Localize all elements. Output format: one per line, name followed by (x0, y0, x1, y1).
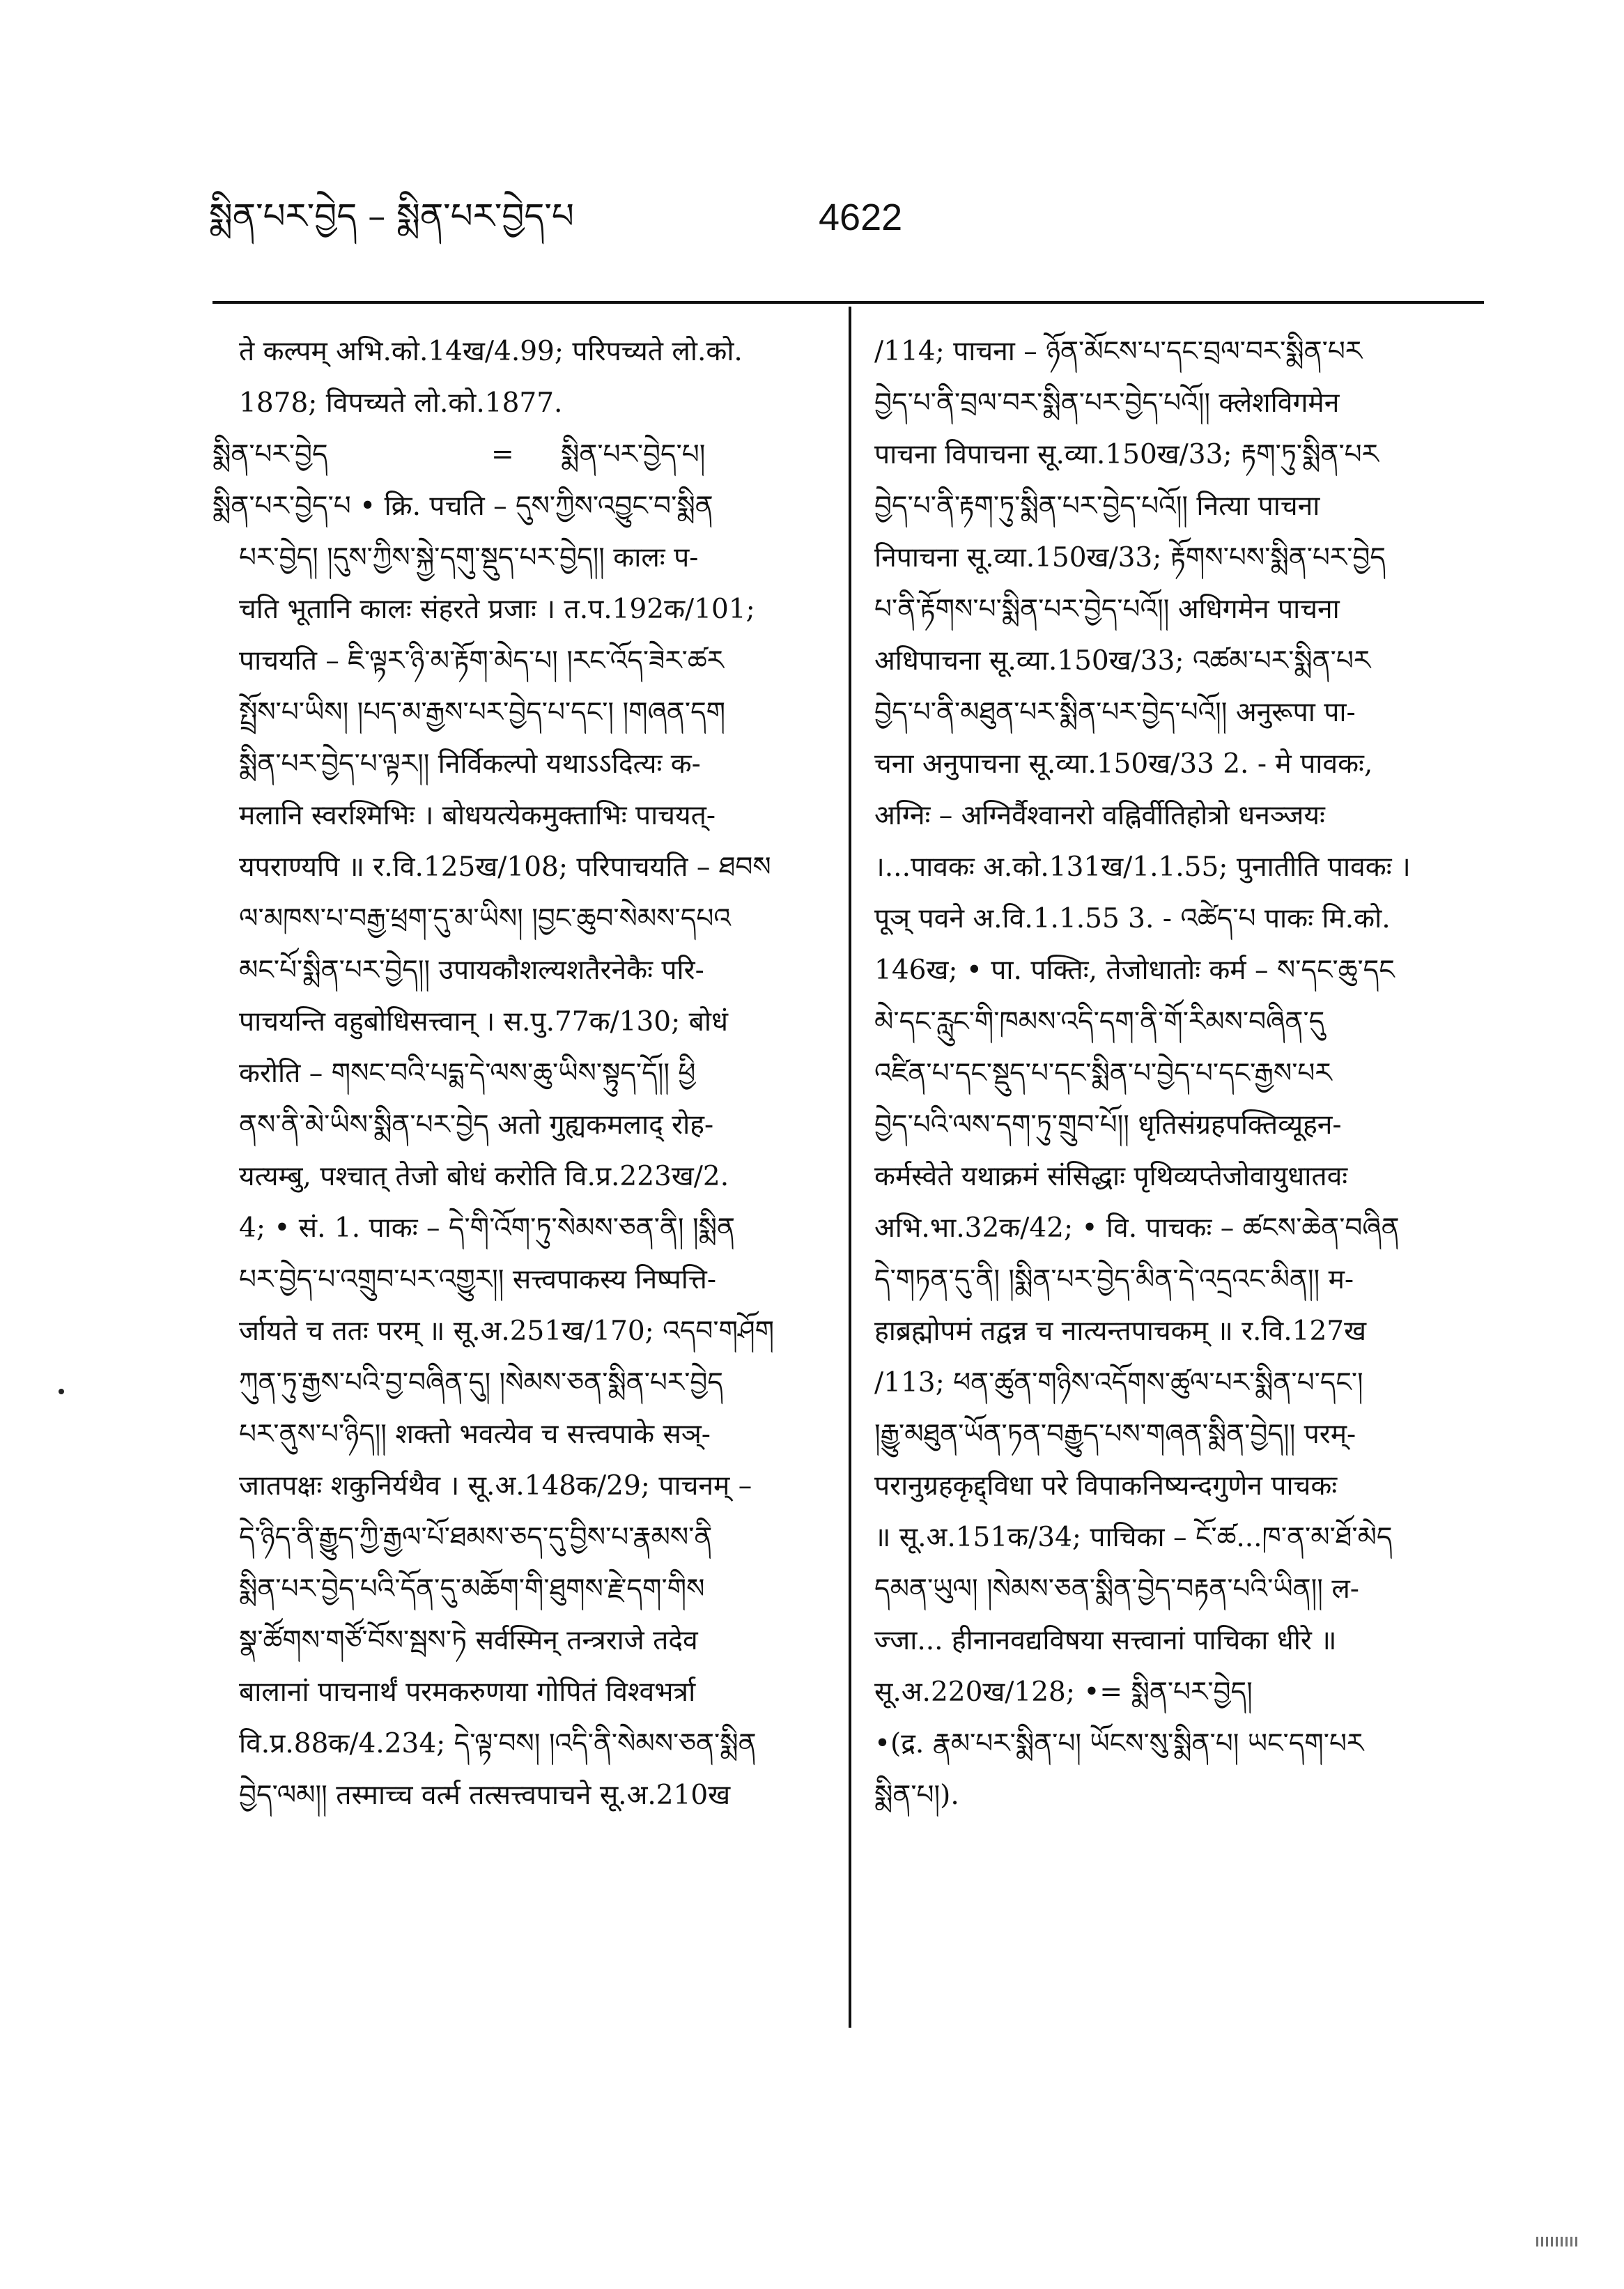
text-line: དམན་ཡུལ། །སེམས་ཅན་སྨིན་བྱེད་བརྟན་པའི་ཡིན།། ल- (874, 1573, 1359, 1605)
text-line: དེ་གཏན་དུ་ནི། །སྨིན་པར་བྱེད་མིན་དེ་འདྲའང་མིན།། म- (874, 1264, 1354, 1295)
header-rule (212, 301, 1484, 304)
text-line: བྱེད་པའི་ལས་དག་ཏུ་གྲུབ་པོ།། धृतिसंग्रहपक्तिव्यूहन- (874, 1109, 1342, 1141)
text-line: དེ་ཉིད་ནི་རྒྱུད་ཀྱི་རྒྱལ་པོ་ཐམས་ཅད་དུ་བྱིས་པ་རྣམས་ནི (239, 1522, 713, 1553)
text-line: འཛིན་པ་དང་སྡུད་པ་དང་སྨིན་པ་བྱེད་པ་དང་རྒྱས་པར (874, 1058, 1332, 1089)
text-line: र्जायते च ततः परम् ॥ सू.अ.251ख/170; འདབ་གཤོག (239, 1316, 775, 1347)
text-line: अधिपाचना सू.व्या.150ख/33; འཚམ་པར་སྨིན་པར (874, 645, 1371, 677)
text-line: 1878; विपच्यते लो.को.1877. (239, 387, 563, 419)
running-head: སྨིན་པར་བྱེད – སྨིན་པར་བྱེད་པ (209, 196, 574, 236)
text-line: पाचना विपाचना सू.व्या.150ख/33; རྟག་ཏུ་སྨིན་པར (874, 439, 1379, 470)
left-column (212, 326, 826, 1821)
text-line: कर्मस्वेते यथाक्रमं संसिद्धाः पृथिव्यप्तेजोवायुधातवः (874, 1161, 1348, 1192)
text-line: /114; पाचना – ཉོན་མོངས་པ་དང་བྲལ་བར་སྨིན་པར (874, 336, 1363, 367)
text-line: बालानां पाचनार्थं परमकरुणया गोपितं विश्वभर्त्रा (239, 1677, 696, 1708)
text-line: चति भूतानि कालः संहरते प्रजाः । त.प.192क/101; (239, 594, 755, 625)
text-line: པར་ནུས་པ་ཉིད།། शक्तो भवत्येव च सत्त्वपाके सञ्- (239, 1419, 711, 1450)
text-line: སྨིན་པ།). (874, 1780, 959, 1811)
text-line: སྣ་ཚོགས་གཙོ་བོས་སྦས་ཏེ सर्वस्मिन् तन्त्रराजे तदेव (239, 1625, 698, 1656)
scan-noise (1536, 2237, 1578, 2246)
text-line: जातपक्षः शकुनिर्यथैव । सू.अ.148क/29; पाचनम् – (239, 1470, 752, 1502)
headword-target: སྨིན་པར་བྱེད་པ། (561, 439, 706, 470)
text-line: བྱེད་པ་ནི་རྟག་ཏུ་སྨིན་པར་བྱེད་པའོ།། नित्या पाचना (874, 491, 1320, 522)
headword: སྨིན་པར་བྱེད (212, 439, 328, 470)
text-line: ज्जा... हीनानवद्यविषया सत्त्वानां पाचिका धीरे ॥ (874, 1625, 1337, 1656)
text-line: 146ख; • पा. पक्तिः, तेजोधातोः कर्म – ས་དང་ཆུ་དང (874, 955, 1395, 986)
text-line: པར་བྱེད། །དུས་ཀྱིས་སྐྱེ་དགུ་སྡུད་པར་བྱེད།། कालः प- (239, 542, 699, 573)
text-line: པ་ནི་རྟོགས་པ་སྨིན་པར་བྱེད་པའོ།། अधिगमेन पाचना (874, 594, 1340, 625)
page-header (209, 188, 1484, 251)
text-line: पाचयन्ति वहुबोधिसत्त्वान् । स.पु.77क/130; बोधं (239, 1006, 729, 1038)
equals-sign: = (491, 439, 514, 470)
text-line: करोति – གསང་བའི་པདྨ་དེ་ལས་ཆུ་ཡིས་སྟུད་དོ།། ཕྱི (239, 1058, 696, 1089)
text-line: 4; • सं. 1. पाकः – དེ་གི་འོག་ཏུ་སེམས་ཅན་ནི། །སྨིན (239, 1212, 735, 1244)
page-number: 4622 (819, 196, 903, 238)
text-line: ལ་མཁས་པ་བརྒྱ་ཕྲག་དུ་མ་ཡིས། །བྱང་ཆུབ་སེམས་དཔའ (239, 903, 731, 934)
text-line: मलानि स्वरश्मिभिः । बोधयत्येकमुक्ताभिः पाचयत्- (239, 800, 716, 831)
text-line: ནས་ནི་མེ་ཡིས་སྨིན་པར་བྱེད अतो गुह्यकमलाद् रोह- (239, 1109, 714, 1141)
right-column (874, 326, 1494, 1821)
text-line: परानुग्रहकृद्द्विधा परे विपाकनिष्यन्दगुणेन पाचकः (874, 1470, 1338, 1502)
text-line: ཀུན་ཏུ་རྒྱས་པའི་བྱ་བཞིན་དུ། །སེམས་ཅན་སྨིན་པར་བྱེད (239, 1367, 723, 1398)
headword-row (212, 429, 826, 481)
text-line: ॥ सू.अ.151क/34; पाचिका – ངོ་ཚ...ཁ་ན་མ་ཐོ་མེད (874, 1522, 1393, 1553)
text-line: མེ་དང་རླུང་གི་ཁམས་འདི་དག་ནི་གོ་རིམས་བཞིན་དུ (874, 1006, 1325, 1038)
text-line: ते कल्पम् अभि.को.14ख/4.99; परिपच्यते लो.को. (239, 336, 743, 367)
text-line: निपाचना सू.व्या.150ख/33; རྟོགས་པས་སྨིན་པར་བྱེད (874, 542, 1386, 573)
text-line: अभि.भा.32क/42; • वि. पाचकः – ཚངས་ཆེན་བཞིན (874, 1212, 1400, 1244)
text-line: पूञ् पवने अ.वि.1.1.55 3. - འཚེད་པ पाकः मि.को. (874, 903, 1391, 934)
text-line: ।...पावकः अ.को.131ख/1.1.55; पुनातीति पावकः । (874, 851, 1411, 883)
text-line: བྱེད་པ་ནི་མཐུན་པར་སྨིན་པར་བྱེད་པའོ།། अनुरूपा पा- (874, 697, 1356, 728)
text-line: यपराण्यपि ॥ र.वि.125ख/108; परिपाचयति – ཐབས (239, 851, 771, 883)
text-line: चना अनुपाचना सू.व्या.150ख/33 2. - मे पावकः, (874, 748, 1373, 780)
text-line: །རྒྱུ་མཐུན་ཡོན་ཏན་བརྒྱུད་པས་གཞན་སྨིན་བྱེད།། परम्- (874, 1419, 1356, 1450)
text-line: पाचयति – ཇི་ལྟར་ཉི་མ་རྟོག་མེད་པ། །རང་འོད་ཟེར་ཚར (239, 645, 724, 677)
text-line: མང་པོ་སྨིན་པར་བྱེད།། उपायकौशल्यशतैरनेकैः परि- (239, 955, 704, 986)
text-line: वि.प्र.88क/4.234; དེ་ལྟ་བས། །འདི་ནི་སེམས་ཅན་སྨིན (239, 1728, 757, 1759)
scan-speck (59, 1389, 64, 1394)
text-line: /113; ཕན་ཚུན་གཉིས་འདོགས་ཚུལ་པར་སྨིན་པ་དང་། (874, 1367, 1363, 1398)
entry-headline: སྨིན་པར་བྱེད་པ • क्रि. पचति – དུས་ཀྱིས་འབྱུང་བ་སྨིན (212, 491, 713, 522)
column-divider (849, 307, 851, 2028)
text-line: सू.अ.220ख/128; •= སྨིན་པར་བྱེད། (874, 1677, 1253, 1708)
text-line: སྨིན་པར་བྱེད་པའི་དོན་དུ་མཆོག་གི་ཐུགས་རྗེ་དག་གིས (239, 1573, 705, 1605)
text-line: བྱེད་ལམ།། तस्माच्च वर्त्म तत्सत्त्वपाचने सू.अ.210ख (239, 1780, 731, 1811)
text-line: པར་བྱེད་པ་འགྲུབ་པར་འགྱུར།། सत्त्वपाकस्य निष्पत्ति- (239, 1264, 717, 1295)
text-line: हाब्रह्मोपमं तद्वन्न च नात्यन्तपाचकम् ॥ र.वि.127ख (874, 1316, 1366, 1347)
text-line: སྨིན་པར་བྱེད་པ་ལྟར།། निर्विकल्पो यथाऽऽदित्यः क- (239, 748, 701, 780)
text-line: བྱེད་པ་ནི་བྲལ་བར་སྨིན་པར་བྱེད་པའོ།། क्लेशविगमेन (874, 387, 1340, 419)
text-line: अग्निः – अग्निर्वैश्वानरो वह्निर्वीतिहोत्रो धनञ्जयः (874, 800, 1325, 831)
text-line: •(द्र. རྣམ་པར་སྨིན་པ། ཡོངས་སུ་སྨིན་པ། ཡང་དག་པར (874, 1728, 1364, 1759)
text-line: यत्यम्बु, पश्चात् तेजो बोधं करोति वि.प्र.223ख/2. (239, 1161, 729, 1192)
text-line: སྤྲོས་པ་ཡིས། །པད་མ་རྒྱས་པར་བྱེད་པ་དང་། །གཞན་དག (239, 697, 726, 728)
